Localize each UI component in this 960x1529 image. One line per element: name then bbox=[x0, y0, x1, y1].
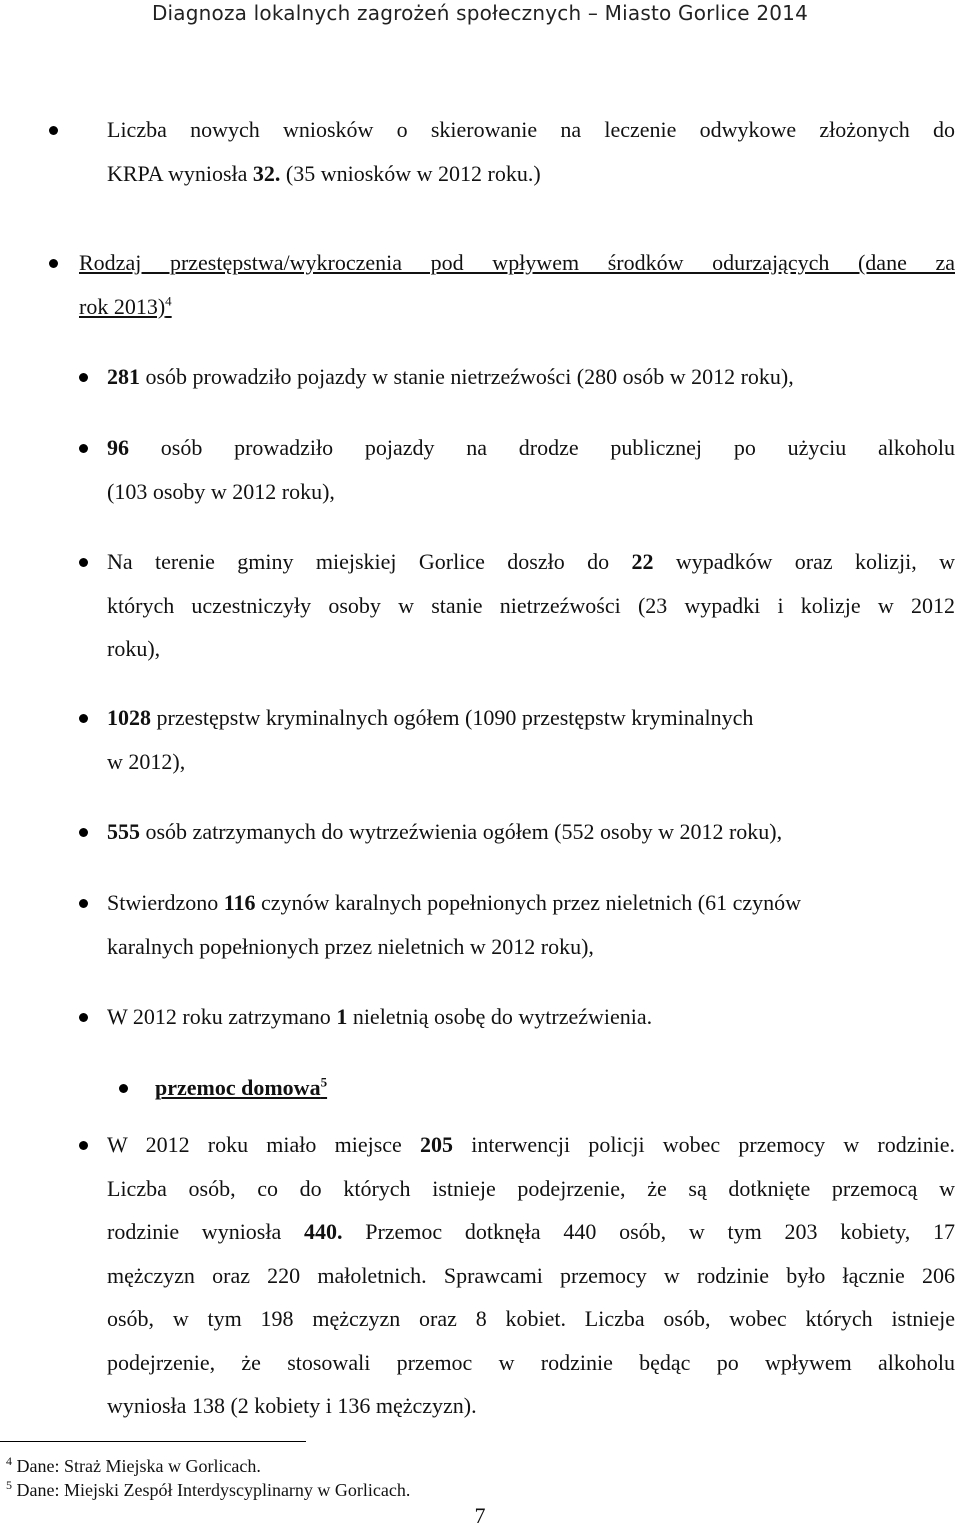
text-line: których uczestniczyły osoby w stanie nietrzeźwości (23 wypadki i kolizje w 2012 bbox=[107, 592, 955, 618]
text-line: osób, w tym 198 mężczyzn oraz 8 kobiet. Liczba osób, wobec których istnieje bbox=[107, 1306, 955, 1331]
list-item-krpa bbox=[107, 108, 955, 195]
bullet-icon bbox=[79, 828, 88, 837]
bullet-icon bbox=[49, 259, 58, 268]
list-item-alcohol-drivers bbox=[107, 426, 955, 513]
text-line: Rodzaj przestępstwa/wykroczenia pod wpływem środków odurzających (dane za bbox=[79, 250, 955, 275]
text-line: przemoc domowa$^5$ bbox=[155, 1074, 328, 1100]
text-line: roku), bbox=[107, 636, 161, 661]
text-line: Liczba osób, co do których istnieje podejrzenie, że są dotknięte przemocą w bbox=[107, 1175, 955, 1201]
bullet-icon bbox=[79, 714, 88, 723]
page-number: 7 bbox=[474, 1503, 486, 1528]
text-line: karalnych popełnionych przez nieletnich w 2012 roku), bbox=[107, 933, 594, 959]
bullet-icon bbox=[79, 444, 88, 453]
text-line: rok 2013)$^4$ bbox=[79, 293, 172, 319]
running-header: Diagnoza lokalnych zagrożeń społecznych – Miasto Gorlice 2014 bbox=[151, 1, 809, 25]
text-line: podejrzenie, że stosowali przemoc w rodzinie będąc po wpływem alkoholu bbox=[107, 1349, 955, 1375]
footnote-ref: 4 bbox=[165, 293, 172, 309]
list-item-juvenile-detained bbox=[107, 995, 955, 1039]
text-line: wyniosła 138 (2 kobiety i 136 mężczyzn). bbox=[107, 1393, 477, 1418]
list-item-drunk-drivers bbox=[107, 355, 955, 399]
footnote-4: $^4$ Dane: Straż Miejska w Gorlicach. bbox=[6, 1454, 261, 1476]
text-line: Liczba nowych wniosków o skierowanie na leczenie odwykowe złożonych do bbox=[107, 117, 955, 142]
text-line: (103 osoby w 2012 roku), bbox=[107, 478, 335, 504]
list-item-accidents bbox=[107, 540, 955, 671]
list-item-domestic-violence bbox=[107, 1123, 955, 1428]
text-line: mężczyzn oraz 220 małoletnich. Sprawcami przemocy w rodzinie było łącznie 206 bbox=[107, 1262, 955, 1288]
bullet-icon bbox=[79, 373, 88, 382]
text-line: KRPA wyniosła 32. (35 wniosków w 2012 roku.) bbox=[107, 160, 541, 186]
footnote-separator bbox=[0, 1441, 306, 1442]
section-heading-domestic-violence bbox=[155, 1066, 755, 1110]
text-line: 555 osób zatrzymanych do wytrzeźwienia ogółem (552 osoby w 2012 roku), bbox=[107, 819, 783, 844]
text-line: 96 osób prowadziło pojazdy na drodze publicznej po użyciu alkoholu bbox=[107, 435, 955, 460]
footnote-ref: 5 bbox=[320, 1074, 328, 1090]
text-line: 281 osób prowadziło pojazdy w stanie nietrzeźwości (280 osób w 2012 roku), bbox=[107, 364, 794, 389]
text-line: 1028 przestępstw kryminalnych ogółem (1090 przestępstw kryminalnych bbox=[107, 705, 754, 730]
section-heading-offences bbox=[79, 241, 955, 328]
bullet-icon bbox=[119, 1084, 128, 1093]
bullet-icon bbox=[79, 1013, 88, 1022]
list-item-juvenile-acts bbox=[107, 881, 955, 968]
bullet-icon bbox=[79, 1141, 88, 1150]
text-line: Stwierdzono 116 czynów karalnych popełnionych przez nieletnich (61 czynów bbox=[107, 890, 802, 915]
list-item-crimes bbox=[107, 696, 955, 783]
text-line: Na terenie gminy miejskiej Gorlice doszło do 22 wypadków oraz kolizji, w bbox=[107, 549, 955, 574]
bullet-icon bbox=[79, 558, 88, 567]
bullet-icon bbox=[49, 126, 58, 135]
text-line: rodzinie wyniosła 440. Przemoc dotknęła 440 osób, w tym 203 kobiety, 17 bbox=[107, 1219, 955, 1244]
text-line: W 2012 roku zatrzymano 1 nieletnią osobę do wytrzeźwienia. bbox=[107, 1004, 653, 1029]
footnote-5: $^5$ Dane: Miejski Zespół Interdyscyplinarny w Gorlicach. bbox=[6, 1478, 411, 1500]
list-item-detained bbox=[107, 810, 955, 854]
text-line: W 2012 roku miało miejsce 205 interwencji policji wobec przemocy w rodzinie. bbox=[107, 1132, 955, 1157]
bullet-icon bbox=[79, 899, 88, 908]
text-line: w 2012), bbox=[107, 748, 186, 774]
